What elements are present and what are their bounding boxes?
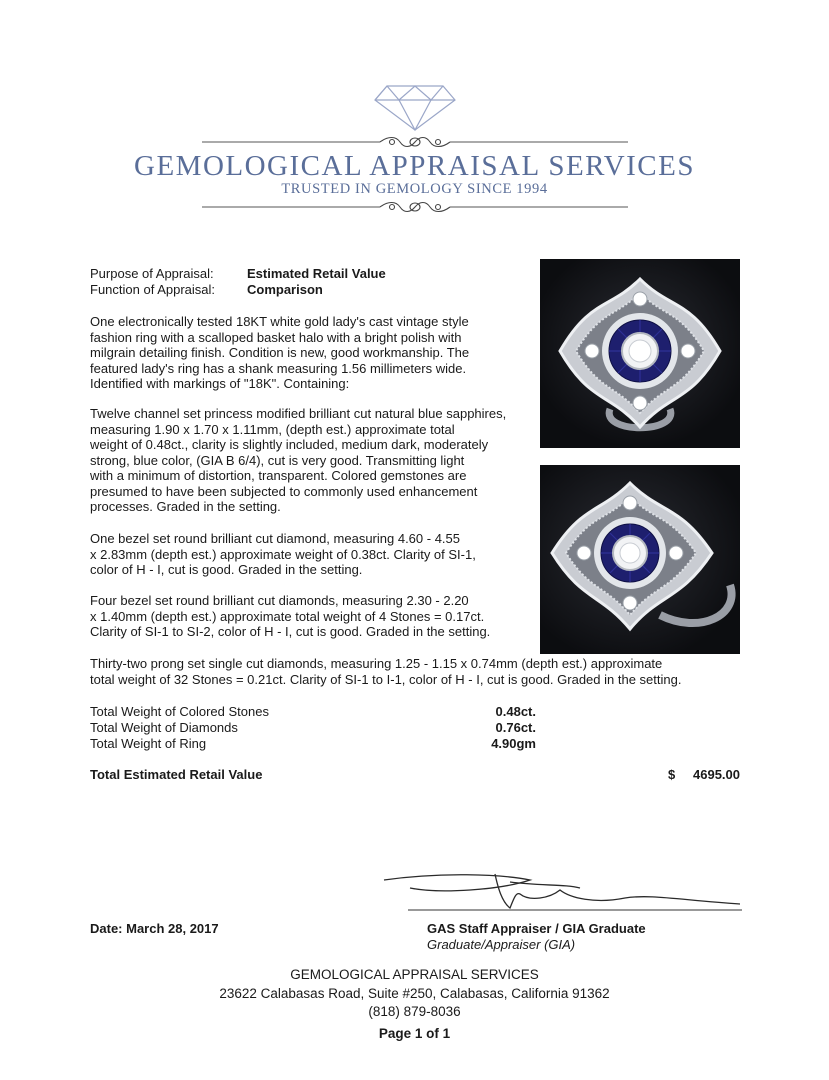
- total-ring-label: Total Weight of Ring: [90, 736, 207, 751]
- retail-amount: 4695.00: [693, 767, 740, 782]
- paragraph-line: x 1.40mm (depth est.) approximate total weight of 4 Stones = 0.17ct.: [90, 608, 485, 624]
- footer-company: GEMOLOGICAL APPRAISAL SERVICES: [290, 967, 539, 982]
- appraiser-subtitle: Graduate/Appraiser (GIA): [427, 937, 576, 952]
- page-number: Page 1 of 1: [378, 1025, 451, 1041]
- paragraph-line: Identified with markings of "18K". Containing:: [90, 376, 350, 391]
- paragraph-line: color of H - I, cut is good. Graded in the setting.: [90, 562, 363, 577]
- prong-diamonds-paragraph: [90, 656, 681, 687]
- purpose-label: Purpose of Appraisal:: [90, 266, 214, 281]
- paragraph-line: weight of 0.48ct., clarity is slightly included, medium dark, moderately: [90, 437, 489, 452]
- total-colored-label: Total Weight of Colored Stones: [90, 704, 269, 719]
- total-colored-value: 0.48ct.: [495, 704, 536, 719]
- total-diamonds-label: Total Weight of Diamonds: [90, 720, 238, 735]
- footer-phone: (818) 879-8036: [368, 1004, 461, 1019]
- paragraph-line: measuring 1.90 x 1.70 x 1.11mm, (depth est.) approximate total: [90, 421, 455, 437]
- paragraph-line: Thirty-two prong set single cut diamonds, measuring 1.25 - 1.15 x 0.74mm (depth est.) approximate: [90, 656, 663, 671]
- footer: [0, 966, 829, 1043]
- ring-photo-angle: [540, 465, 740, 654]
- description-paragraph: [90, 314, 469, 392]
- total-diamonds-value: 0.76ct.: [495, 720, 536, 735]
- paragraph-line: fashion ring with a scalloped basket halo with a bright polish with: [90, 329, 462, 345]
- purpose-value: Estimated Retail Value: [247, 266, 386, 281]
- paragraph-line: x 2.83mm (depth est.) approximate weight of 0.38ct. Clarity of SI-1,: [90, 546, 476, 562]
- function-label: Function of Appraisal:: [90, 282, 216, 297]
- letterhead: [0, 0, 829, 230]
- ring-photo-front: [540, 259, 740, 448]
- signature-icon: [380, 868, 750, 918]
- paragraph-line: Clarity of SI-1 to SI-2, color of H - I, cut is good. Graded in the setting.: [90, 624, 491, 639]
- paragraph-line: total weight of 32 Stones = 0.21ct. Clarity of SI-1 to I-1, color of H - I, cut is good. Graded in the setting.: [90, 671, 682, 687]
- bezel-diamonds-paragraph: [90, 593, 490, 640]
- appraisal-date: Date: March 28, 2017: [90, 921, 219, 936]
- ornament-bottom-icon: [202, 199, 628, 215]
- paragraph-line: with a minimum of distortion, transparent. Colored gemstones are: [90, 468, 467, 483]
- diamond-icon: [373, 82, 457, 132]
- ring-image: [540, 465, 740, 654]
- paragraph-line: milgrain detailing finish. Condition is new, good workmanship. The: [90, 345, 470, 360]
- paragraph-line: Four bezel set round brilliant cut diamonds, measuring 2.30 - 2.20: [90, 593, 469, 608]
- center-diamond-paragraph: [90, 531, 476, 578]
- function-value: Comparison: [247, 282, 323, 297]
- retail-label: Total Estimated Retail Value: [90, 767, 263, 782]
- ring-image: [540, 259, 740, 448]
- paragraph-line: Twelve channel set princess modified brilliant cut natural blue sapphires,: [90, 406, 507, 421]
- sapphires-paragraph: [90, 406, 506, 515]
- ornament-top-icon: [202, 134, 628, 150]
- currency-symbol: $: [668, 767, 676, 782]
- company-name: GEMOLOGICAL APPRAISAL SERVICES: [134, 150, 695, 182]
- footer-address: 23622 Calabasas Road, Suite #250, Calabasas, California 91362: [219, 985, 610, 1001]
- paragraph-line: featured lady's ring has a shank measuring 1.56 millimeters wide.: [90, 360, 467, 376]
- paragraph-line: One electronically tested 18KT white gold lady's cast vintage style: [90, 314, 469, 329]
- paragraph-line: processes. Graded in the setting.: [90, 499, 281, 514]
- paragraph-line: presumed to have been subjected to commonly used enhancement: [90, 483, 478, 499]
- total-ring-value: 4.90gm: [491, 736, 536, 751]
- appraiser-title: GAS Staff Appraiser / GIA Graduate: [427, 921, 646, 936]
- paragraph-line: strong, blue color, (GIA B 6/4), cut is very good. Transmitting light: [90, 452, 465, 468]
- company-tagline: TRUSTED IN GEMOLOGY SINCE 1994: [281, 181, 548, 197]
- paragraph-line: One bezel set round brilliant cut diamond, measuring 4.60 - 4.55: [90, 531, 460, 546]
